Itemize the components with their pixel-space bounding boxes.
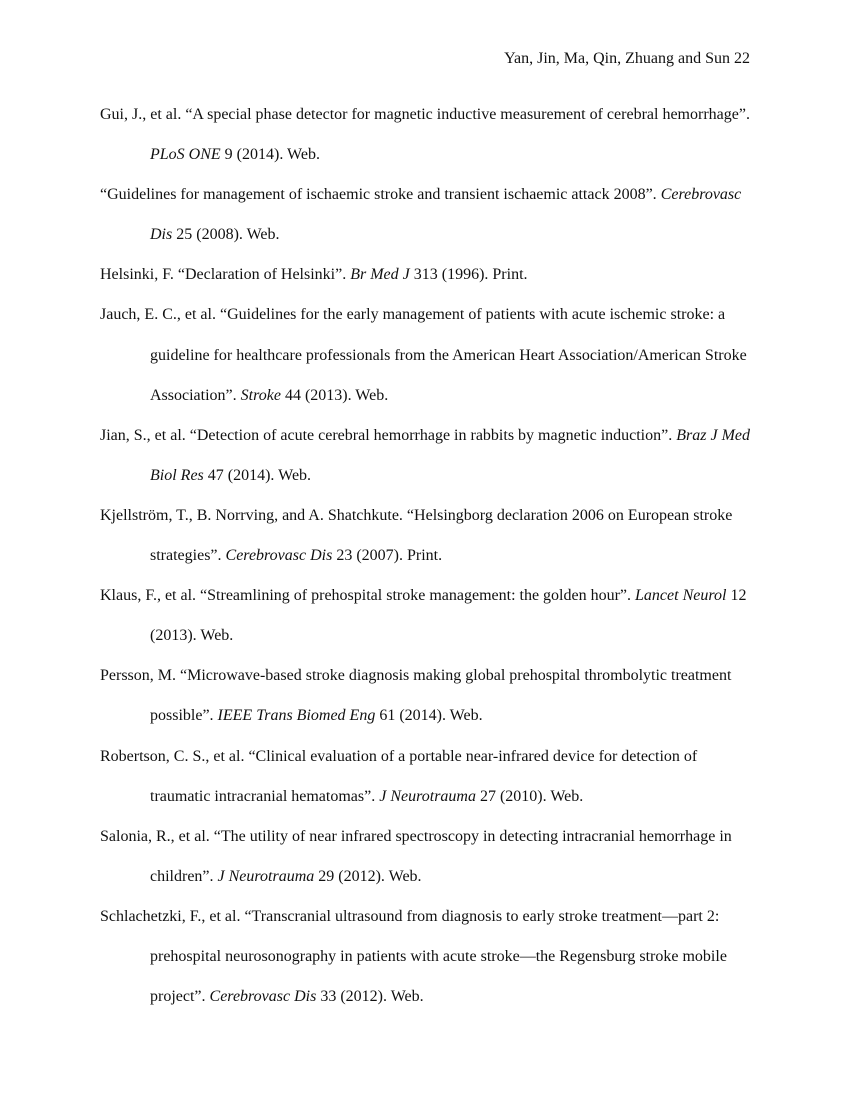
reference-text: Persson, M. “Microwave-based stroke diagnosis making global prehospital thrombolytic treatment possible”. bbox=[100, 667, 732, 725]
reference-journal: Cerebrovasc Dis bbox=[150, 186, 742, 244]
reference-journal: J Neurotrauma bbox=[379, 787, 476, 805]
reference-text: Jauch, E. C., et al. “Guidelines for the early management of patients with acute ischemic stroke: a guideline for healthcare professionals from the American Heart Association/American Stroke Association”. bbox=[100, 306, 747, 404]
reference-details: 47 (2014). Web. bbox=[203, 466, 312, 484]
reference-text: Gui, J., et al. “A special phase detector for magnetic inductive measurement of cerebral hemorrhage”. bbox=[100, 106, 750, 123]
reference-journal: Braz J Med Biol Res bbox=[150, 426, 750, 484]
reference-details: 313 (1996). Print. bbox=[409, 266, 528, 284]
reference-list bbox=[100, 95, 750, 1017]
reference-entry bbox=[100, 897, 750, 1017]
reference-entry bbox=[100, 175, 750, 255]
reference-entry bbox=[100, 656, 750, 736]
reference-journal: Cerebrovasc Dis bbox=[225, 547, 333, 565]
reference-text: Kjellström, T., B. Norrving, and A. Shatchkute. “Helsingborg declaration 2006 on European stroke strategies”. bbox=[100, 506, 733, 565]
reference-journal: PLoS ONE bbox=[150, 146, 221, 164]
reference-journal: Br Med J bbox=[350, 266, 410, 284]
reference-text: Robertson, C. S., et al. “Clinical evaluation of a portable near-infrared device for detection of traumatic intracranial hematomas”. bbox=[100, 747, 698, 805]
reference-details: 61 (2014). Web. bbox=[375, 707, 483, 725]
reference-details: 33 (2012). Web. bbox=[316, 988, 424, 1006]
reference-entry bbox=[100, 295, 750, 415]
reference-entry bbox=[100, 576, 750, 656]
reference-entry bbox=[100, 416, 750, 496]
reference-entry bbox=[100, 496, 750, 576]
reference-journal: IEEE Trans Biomed Eng bbox=[217, 707, 376, 725]
reference-details: 44 (2013). Web. bbox=[280, 386, 389, 404]
reference-details: 9 (2014). Web. bbox=[220, 146, 320, 164]
reference-details: 25 (2008). Web. bbox=[172, 226, 280, 244]
reference-text: Salonia, R., et al. “The utility of near infrared spectroscopy in detecting intracranial hemorrhage in children”. bbox=[100, 827, 732, 885]
reference-entry bbox=[100, 95, 750, 175]
reference-text: Helsinki, F. “Declaration of Helsinki”. bbox=[100, 266, 351, 284]
reference-text: “Guidelines for management of ischaemic stroke and transient ischaemic attack 2008”. bbox=[100, 186, 661, 204]
reference-entry bbox=[100, 737, 750, 817]
reference-text: Schlachetzki, F., et al. “Transcranial ultrasound from diagnosis to early stroke treatment—part 2: prehospital neurosonography in patients with acute stroke—the Regensburg stroke mobile project”. bbox=[100, 907, 727, 1006]
reference-text: Jian, S., et al. “Detection of acute cerebral hemorrhage in rabbits by magnetic induction”. bbox=[100, 426, 677, 444]
reference-details: 29 (2012). Web. bbox=[314, 867, 422, 885]
reference-details: 12 (2013). Web. bbox=[150, 587, 747, 645]
reference-details: 23 (2007). Print. bbox=[332, 547, 443, 565]
reference-text: Klaus, F., et al. “Streamlining of prehospital stroke management: the golden hour”. bbox=[100, 587, 636, 605]
reference-journal: J Neurotrauma bbox=[217, 867, 315, 885]
reference-journal: Cerebrovasc Dis bbox=[209, 988, 317, 1006]
reference-entry bbox=[100, 817, 750, 897]
reference-journal: Stroke bbox=[240, 386, 281, 404]
running-head: Yan, Jin, Ma, Qin, Zhuang and Sun 22 bbox=[504, 50, 750, 67]
reference-entry bbox=[100, 255, 750, 295]
reference-details: 27 (2010). Web. bbox=[475, 787, 584, 805]
reference-journal: Lancet Neurol bbox=[635, 587, 727, 605]
